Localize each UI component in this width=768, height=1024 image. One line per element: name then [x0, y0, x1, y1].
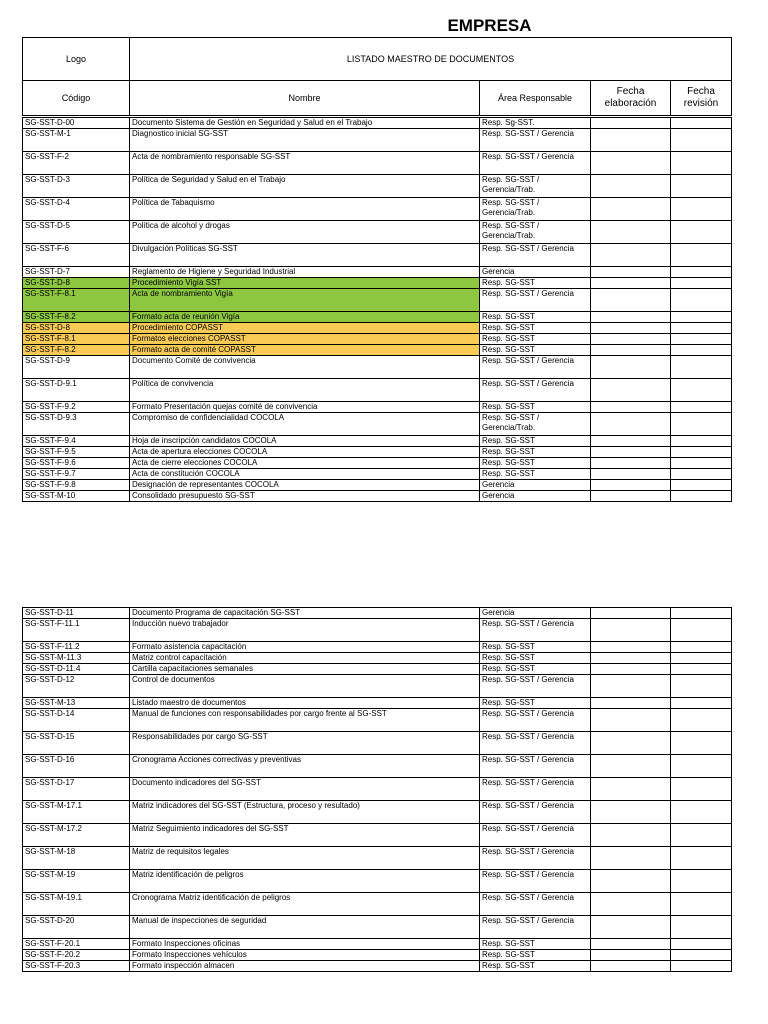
table-row — [23, 961, 732, 972]
document-code: SG-SST-F-9.8 — [23, 480, 130, 491]
fecha-revision-cell — [671, 916, 732, 939]
document-name: Acta de constitución COCOLA — [130, 469, 480, 480]
document-name: Formato Inspecciones oficinas — [130, 939, 480, 950]
table-row — [23, 244, 732, 267]
table-row — [23, 469, 732, 480]
responsible-area: Resp. SG-SST / Gerencia — [480, 916, 591, 939]
fecha-revision-cell — [671, 755, 732, 778]
table-row — [23, 413, 732, 436]
fecha-revision-cell — [671, 356, 732, 379]
responsible-area: Resp. SG-SST / Gerencia — [480, 870, 591, 893]
document-code: SG-SST-D-15 — [23, 732, 130, 755]
fecha-revision-cell — [671, 129, 732, 152]
fecha-revision-cell — [671, 893, 732, 916]
responsible-area: Resp. SG-SST — [480, 334, 591, 345]
document-code: SG-SST-D-00 — [23, 118, 130, 129]
fecha-elaboracion-cell — [591, 118, 671, 129]
responsible-area: Resp. SG-SST — [480, 447, 591, 458]
document-name: Inducción nuevo trabajador — [130, 619, 480, 642]
fecha-elaboracion-cell — [591, 413, 671, 436]
document-code: SG-SST-D-3 — [23, 175, 130, 198]
fecha-elaboracion-cell — [591, 653, 671, 664]
document-name: Política de convivencia — [130, 379, 480, 402]
responsible-area: Resp. SG-SST / Gerencia — [480, 778, 591, 801]
fecha-revision-cell — [671, 732, 732, 755]
document-name: Cartilla capacitaciones semanales — [130, 664, 480, 675]
document-name: Política de Tabaquismo — [130, 198, 480, 221]
document-name: Designación de representantes COCOLA — [130, 480, 480, 491]
fecha-revision-cell — [671, 491, 732, 502]
fecha-elaboracion-cell — [591, 778, 671, 801]
fecha-elaboracion-cell — [591, 402, 671, 413]
table-row — [23, 491, 732, 502]
table-row — [23, 198, 732, 221]
fecha-elaboracion-cell — [591, 950, 671, 961]
document-code: SG-SST-F-11.1 — [23, 619, 130, 642]
table-row — [23, 356, 732, 379]
column-header-fecha-revision: Fecha revisión — [671, 81, 732, 116]
fecha-elaboracion-cell — [591, 619, 671, 642]
fecha-elaboracion-cell — [591, 698, 671, 709]
table-row — [23, 379, 732, 402]
responsible-area: Resp. SG-SST — [480, 312, 591, 323]
document-name: Documento Comité de convivencia — [130, 356, 480, 379]
fecha-elaboracion-cell — [591, 847, 671, 870]
document-code: SG-SST-M-18 — [23, 847, 130, 870]
fecha-revision-cell — [671, 221, 732, 244]
fecha-elaboracion-cell — [591, 801, 671, 824]
table-row — [23, 675, 732, 698]
document-name: Formato inspección almacen — [130, 961, 480, 972]
document-name: Política de alcohol y drogas — [130, 221, 480, 244]
document-name: Documento Programa de capacitación SG-SST — [130, 608, 480, 619]
document-name: Matriz Seguimiento indicadores del SG-SST — [130, 824, 480, 847]
document-code: SG-SST-M-17.1 — [23, 801, 130, 824]
fecha-elaboracion-cell — [591, 491, 671, 502]
table-row — [23, 709, 732, 732]
document-name: Responsabilidades por cargo SG-SST — [130, 732, 480, 755]
document-code: SG-SST-F-20.2 — [23, 950, 130, 961]
fecha-revision-cell — [671, 698, 732, 709]
company-title: EMPRESA — [130, 15, 732, 38]
table-row — [23, 175, 732, 198]
table-row — [23, 402, 732, 413]
document-code: SG-SST-M-11.3 — [23, 653, 130, 664]
document-name: Reglamento de Higiene y Seguridad Industrial — [130, 267, 480, 278]
fecha-elaboracion-cell — [591, 198, 671, 221]
document-header — [22, 15, 732, 116]
responsible-area: Resp. SG-SST / Gerencia/Trab. — [480, 175, 591, 198]
fecha-revision-cell — [671, 152, 732, 175]
table-row — [23, 755, 732, 778]
responsible-area: Resp. SG-SST / Gerencia — [480, 356, 591, 379]
fecha-elaboracion-cell — [591, 175, 671, 198]
table-row — [23, 458, 732, 469]
fecha-elaboracion-cell — [591, 732, 671, 755]
document-name: Formatos elecciones COPASST — [130, 334, 480, 345]
responsible-area: Resp. SG-SST / Gerencia — [480, 824, 591, 847]
responsible-area: Resp. SG-SST / Gerencia — [480, 675, 591, 698]
document-name: Formato asistencia capacitación — [130, 642, 480, 653]
logo-placeholder: Logo — [23, 38, 130, 81]
responsible-area: Resp. SG-SST / Gerencia/Trab. — [480, 413, 591, 436]
table-row — [23, 801, 732, 824]
document-code: SG-SST-F-9.6 — [23, 458, 130, 469]
column-header-area: Área Responsable — [480, 81, 591, 116]
fecha-elaboracion-cell — [591, 755, 671, 778]
document-code: SG-SST-F-20.1 — [23, 939, 130, 950]
table-row — [23, 129, 732, 152]
fecha-revision-cell — [671, 801, 732, 824]
document-name: Matriz control capacitación — [130, 653, 480, 664]
table-row — [23, 118, 732, 129]
table-row — [23, 267, 732, 278]
responsible-area: Resp. SG-SST — [480, 642, 591, 653]
fecha-elaboracion-cell — [591, 334, 671, 345]
document-code: SG-SST-D-8 — [23, 323, 130, 334]
document-name: Matriz identificación de peligros — [130, 870, 480, 893]
responsible-area: Resp. Sg-SST. — [480, 118, 591, 129]
fecha-revision-cell — [671, 447, 732, 458]
fecha-elaboracion-cell — [591, 379, 671, 402]
table-row — [23, 824, 732, 847]
table-row — [23, 916, 732, 939]
document-code: SG-SST-D-14 — [23, 709, 130, 732]
fecha-elaboracion-cell — [591, 642, 671, 653]
responsible-area: Resp. SG-SST — [480, 345, 591, 356]
document-name: Documento Sistema de Gestión en Seguridad y Salud en el Trabajo — [130, 118, 480, 129]
document-name: Acta de nombramiento responsable SG-SST — [130, 152, 480, 175]
table-row — [23, 345, 732, 356]
responsible-area: Resp. SG-SST / Gerencia — [480, 379, 591, 402]
table-row — [23, 847, 732, 870]
fecha-elaboracion-cell — [591, 961, 671, 972]
document-code: SG-SST-M-19.1 — [23, 893, 130, 916]
fecha-revision-cell — [671, 175, 732, 198]
fecha-revision-cell — [671, 198, 732, 221]
responsible-area: Resp. SG-SST — [480, 436, 591, 447]
document-name: Hoja de inscripción candidatos COCOLA — [130, 436, 480, 447]
fecha-revision-cell — [671, 778, 732, 801]
document-name: Formato acta de reunión Vigía — [130, 312, 480, 323]
table-row — [23, 278, 732, 289]
document-code: SG-SST-M-10 — [23, 491, 130, 502]
responsible-area: Gerencia — [480, 491, 591, 502]
fecha-elaboracion-cell — [591, 312, 671, 323]
table-row — [23, 480, 732, 491]
fecha-elaboracion-cell — [591, 480, 671, 491]
document-code: SG-SST-F-20.3 — [23, 961, 130, 972]
fecha-revision-cell — [671, 345, 732, 356]
fecha-revision-cell — [671, 608, 732, 619]
document-subtitle: LISTADO MAESTRO DE DOCUMENTOS — [130, 38, 732, 81]
table-row — [23, 642, 732, 653]
document-name: Diagnostico inicial SG-SST — [130, 129, 480, 152]
document-name: Formato Inspecciones vehículos — [130, 950, 480, 961]
fecha-revision-cell — [671, 939, 732, 950]
document-code: SG-SST-F-8.2 — [23, 345, 130, 356]
document-code: SG-SST-F-8.2 — [23, 312, 130, 323]
document-name: Cronograma Matriz identificación de peligros — [130, 893, 480, 916]
fecha-elaboracion-cell — [591, 893, 671, 916]
fecha-revision-cell — [671, 267, 732, 278]
document-name: Matriz indicadores del SG-SST (Estructura, proceso y resultado) — [130, 801, 480, 824]
fecha-revision-cell — [671, 480, 732, 491]
document-name: Manual de funciones con responsabilidades por cargo frente al SG-SST — [130, 709, 480, 732]
responsible-area: Gerencia — [480, 608, 591, 619]
fecha-elaboracion-cell — [591, 664, 671, 675]
fecha-elaboracion-cell — [591, 278, 671, 289]
responsible-area: Resp. SG-SST — [480, 278, 591, 289]
document-code: SG-SST-D-8 — [23, 278, 130, 289]
responsible-area: Resp. SG-SST / Gerencia — [480, 801, 591, 824]
responsible-area: Resp. SG-SST — [480, 458, 591, 469]
column-header-code: Código — [23, 81, 130, 116]
fecha-elaboracion-cell — [591, 447, 671, 458]
fecha-revision-cell — [671, 709, 732, 732]
responsible-area: Resp. SG-SST / Gerencia — [480, 893, 591, 916]
document-name: Procedimiento COPASST — [130, 323, 480, 334]
fecha-elaboracion-cell — [591, 436, 671, 447]
responsible-area: Resp. SG-SST / Gerencia — [480, 289, 591, 312]
document-name: Documento indicadores del SG-SST — [130, 778, 480, 801]
fecha-elaboracion-cell — [591, 824, 671, 847]
responsible-area: Resp. SG-SST / Gerencia/Trab. — [480, 221, 591, 244]
fecha-elaboracion-cell — [591, 608, 671, 619]
fecha-revision-cell — [671, 402, 732, 413]
document-code: SG-SST-F-9.5 — [23, 447, 130, 458]
table-row — [23, 950, 732, 961]
table-row — [23, 152, 732, 175]
fecha-revision-cell — [671, 458, 732, 469]
table-row — [23, 732, 732, 755]
table-row — [23, 312, 732, 323]
fecha-elaboracion-cell — [591, 345, 671, 356]
fecha-revision-cell — [671, 642, 732, 653]
document-code: SG-SST-F-11.2 — [23, 642, 130, 653]
fecha-revision-cell — [671, 847, 732, 870]
fecha-revision-cell — [671, 323, 732, 334]
fecha-revision-cell — [671, 413, 732, 436]
document-code: SG-SST-M-13 — [23, 698, 130, 709]
responsible-area: Resp. SG-SST / Gerencia — [480, 152, 591, 175]
fecha-elaboracion-cell — [591, 289, 671, 312]
responsible-area: Resp. SG-SST — [480, 961, 591, 972]
fecha-revision-cell — [671, 675, 732, 698]
responsible-area: Gerencia — [480, 267, 591, 278]
document-code: SG-SST-D-7 — [23, 267, 130, 278]
document-code: SG-SST-D-11 — [23, 608, 130, 619]
document-code: SG-SST-F-8.1 — [23, 289, 130, 312]
fecha-elaboracion-cell — [591, 939, 671, 950]
column-header-name: Nombre — [130, 81, 480, 116]
fecha-elaboracion-cell — [591, 244, 671, 267]
document-code: SG-SST-D-9.3 — [23, 413, 130, 436]
responsible-area: Resp. SG-SST / Gerencia — [480, 847, 591, 870]
fecha-revision-cell — [671, 664, 732, 675]
document-name: Control de documentos — [130, 675, 480, 698]
document-code: SG-SST-D-20 — [23, 916, 130, 939]
table-row — [23, 870, 732, 893]
document-code: SG-SST-F-2 — [23, 152, 130, 175]
document-name: Manual de inspecciones de seguridad — [130, 916, 480, 939]
responsible-area: Resp. SG-SST / Gerencia — [480, 709, 591, 732]
fecha-elaboracion-cell — [591, 709, 671, 732]
responsible-area: Resp. SG-SST — [480, 323, 591, 334]
table-row — [23, 221, 732, 244]
responsible-area: Resp. SG-SST / Gerencia/Trab. — [480, 198, 591, 221]
fecha-elaboracion-cell — [591, 267, 671, 278]
document-name: Formato Presentación quejas comité de convivencia — [130, 402, 480, 413]
responsible-area: Resp. SG-SST / Gerencia — [480, 244, 591, 267]
table-row — [23, 698, 732, 709]
document-code: SG-SST-F-8.1 — [23, 334, 130, 345]
document-name: Listado maestro de documentos — [130, 698, 480, 709]
fecha-elaboracion-cell — [591, 469, 671, 480]
document-name: Matriz de requisitos legales — [130, 847, 480, 870]
table-row — [23, 893, 732, 916]
responsible-area: Resp. SG-SST — [480, 653, 591, 664]
documents-table-2 — [22, 607, 732, 972]
documents-table-1 — [22, 117, 732, 502]
fecha-revision-cell — [671, 824, 732, 847]
table-row — [23, 289, 732, 312]
table-row — [23, 447, 732, 458]
responsible-area: Resp. SG-SST — [480, 950, 591, 961]
document-name: Acta de nombramiento Vigía — [130, 289, 480, 312]
document-name: Cronograma Acciones correctivas y preventivas — [130, 755, 480, 778]
column-header-fecha-elaboracion: Fecha elaboración — [591, 81, 671, 116]
table-row — [23, 664, 732, 675]
document-code: SG-SST-M-1 — [23, 129, 130, 152]
table-row — [23, 608, 732, 619]
document-name: Política de Seguridad y Salud en el Trabajo — [130, 175, 480, 198]
document-code: SG-SST-F-9.2 — [23, 402, 130, 413]
fecha-elaboracion-cell — [591, 870, 671, 893]
fecha-revision-cell — [671, 379, 732, 402]
document-code: SG-SST-F-9.4 — [23, 436, 130, 447]
responsible-area: Resp. SG-SST / Gerencia — [480, 619, 591, 642]
document-code: SG-SST-D-16 — [23, 755, 130, 778]
document-code: SG-SST-F-9.7 — [23, 469, 130, 480]
table-row — [23, 653, 732, 664]
responsible-area: Resp. SG-SST / Gerencia — [480, 129, 591, 152]
responsible-area: Resp. SG-SST / Gerencia — [480, 732, 591, 755]
fecha-elaboracion-cell — [591, 675, 671, 698]
document-name: Consolidado presupuesto SG-SST — [130, 491, 480, 502]
document-code: SG-SST-D-9 — [23, 356, 130, 379]
table-row — [23, 619, 732, 642]
responsible-area: Resp. SG-SST — [480, 664, 591, 675]
fecha-revision-cell — [671, 961, 732, 972]
table-row — [23, 334, 732, 345]
document-code: SG-SST-D-5 — [23, 221, 130, 244]
document-code: SG-SST-D-11.4 — [23, 664, 130, 675]
fecha-revision-cell — [671, 118, 732, 129]
fecha-revision-cell — [671, 653, 732, 664]
table-row — [23, 939, 732, 950]
document-code: SG-SST-D-17 — [23, 778, 130, 801]
fecha-elaboracion-cell — [591, 129, 671, 152]
document-name: Acta de cierre elecciones COCOLA — [130, 458, 480, 469]
document-code: SG-SST-F-6 — [23, 244, 130, 267]
document-name: Formato acta de comité COPASST — [130, 345, 480, 356]
fecha-revision-cell — [671, 619, 732, 642]
table-row — [23, 778, 732, 801]
fecha-elaboracion-cell — [591, 323, 671, 334]
document-name: Procedimiento Vigía SST — [130, 278, 480, 289]
document-code: SG-SST-D-9.1 — [23, 379, 130, 402]
fecha-revision-cell — [671, 950, 732, 961]
responsible-area: Gerencia — [480, 480, 591, 491]
responsible-area: Resp. SG-SST — [480, 469, 591, 480]
fecha-revision-cell — [671, 278, 732, 289]
document-code: SG-SST-M-17.2 — [23, 824, 130, 847]
fecha-revision-cell — [671, 312, 732, 323]
responsible-area: Resp. SG-SST — [480, 698, 591, 709]
fecha-revision-cell — [671, 334, 732, 345]
document-name: Compromiso de confidencialidad COCOLA — [130, 413, 480, 436]
document-code: SG-SST-D-4 — [23, 198, 130, 221]
document-name: Divulgación Políticas SG-SST — [130, 244, 480, 267]
responsible-area: Resp. SG-SST — [480, 402, 591, 413]
fecha-revision-cell — [671, 469, 732, 480]
fecha-elaboracion-cell — [591, 221, 671, 244]
fecha-elaboracion-cell — [591, 458, 671, 469]
fecha-revision-cell — [671, 870, 732, 893]
table-row — [23, 323, 732, 334]
fecha-elaboracion-cell — [591, 152, 671, 175]
fecha-elaboracion-cell — [591, 356, 671, 379]
fecha-elaboracion-cell — [591, 916, 671, 939]
document-name: Acta de apertura elecciones COCOLA — [130, 447, 480, 458]
document-code: SG-SST-M-19 — [23, 870, 130, 893]
responsible-area: Resp. SG-SST / Gerencia — [480, 755, 591, 778]
responsible-area: Resp. SG-SST — [480, 939, 591, 950]
fecha-revision-cell — [671, 289, 732, 312]
fecha-revision-cell — [671, 436, 732, 447]
fecha-revision-cell — [671, 244, 732, 267]
document-code: SG-SST-D-12 — [23, 675, 130, 698]
table-row — [23, 436, 732, 447]
